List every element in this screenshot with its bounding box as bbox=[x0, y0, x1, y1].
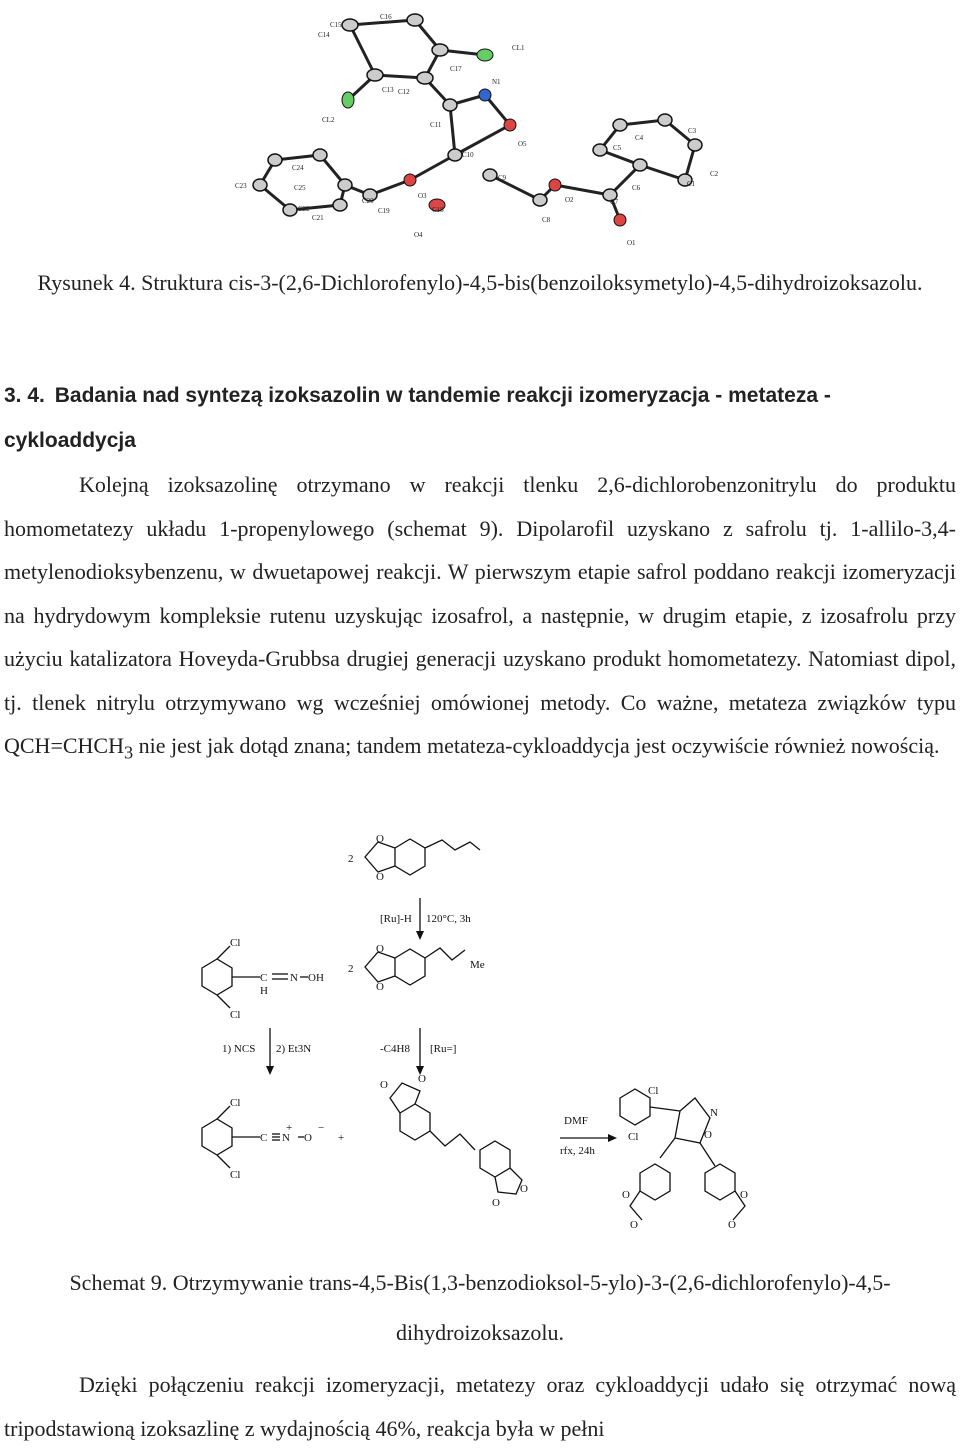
svg-text:Cl: Cl bbox=[230, 1097, 241, 1109]
svg-text:Me: Me bbox=[470, 959, 485, 971]
section-number: 3. 4. bbox=[4, 384, 45, 407]
svg-text:C22: C22 bbox=[298, 205, 310, 213]
figure-caption-text: Rysunek 4. Struktura cis-3-(2,6-Dichlorofenylo)-4,5-bis(benzoiloksymetylo)-4,5-dihydroizoksazolu. bbox=[37, 270, 923, 295]
section-title: Badania nad syntezą izoksazolin w tandemie reakcji izomeryzacja - metateza - cykloaddycja bbox=[4, 384, 831, 452]
svg-text:CL2: CL2 bbox=[322, 116, 335, 124]
svg-text:O: O bbox=[380, 1079, 388, 1091]
svg-text:CL1: CL1 bbox=[512, 44, 525, 52]
svg-text:C23: C23 bbox=[235, 182, 247, 190]
figure-caption bbox=[0, 258, 960, 308]
svg-text:O5: O5 bbox=[518, 140, 527, 148]
paragraph-main-end: nie jest jak dotąd znana; tandem metateza-cykloaddycja jest oczywiście również nowością. bbox=[133, 733, 940, 758]
svg-text:Cl: Cl bbox=[648, 1085, 659, 1097]
svg-text:+: + bbox=[338, 1132, 345, 1144]
svg-text:O: O bbox=[418, 1073, 426, 1085]
svg-text:120°C, 3h: 120°C, 3h bbox=[426, 913, 471, 925]
svg-text:N: N bbox=[710, 1107, 718, 1119]
paragraph-main bbox=[4, 463, 956, 775]
svg-text:1) NCS: 1) NCS bbox=[222, 1043, 256, 1055]
svg-text:rfx, 24h: rfx, 24h bbox=[560, 1145, 595, 1157]
scheme-caption bbox=[0, 1258, 960, 1358]
svg-text:C21: C21 bbox=[312, 214, 324, 222]
svg-text:O: O bbox=[704, 1129, 712, 1141]
svg-text:C: C bbox=[260, 972, 268, 984]
svg-text:N1: N1 bbox=[492, 78, 501, 86]
svg-text:C13: C13 bbox=[382, 86, 394, 94]
svg-text:O4: O4 bbox=[414, 231, 423, 239]
svg-text:2) Et3N: 2) Et3N bbox=[276, 1043, 312, 1055]
svg-text:+: + bbox=[286, 1122, 293, 1134]
svg-text:[Ru]-H: [Ru]-H bbox=[380, 913, 412, 925]
paragraph-conclusion bbox=[4, 1363, 956, 1450]
svg-text:N: N bbox=[282, 1132, 290, 1144]
svg-text:−: − bbox=[318, 1122, 325, 1134]
svg-text:C19: C19 bbox=[378, 207, 390, 215]
svg-text:Cl: Cl bbox=[628, 1131, 639, 1143]
svg-text:C8: C8 bbox=[542, 216, 551, 224]
svg-text:2: 2 bbox=[348, 963, 354, 975]
svg-text:O: O bbox=[376, 943, 384, 955]
svg-text:O2: O2 bbox=[565, 196, 574, 204]
svg-text:C12: C12 bbox=[398, 88, 410, 96]
svg-text:C24: C24 bbox=[292, 164, 304, 172]
svg-text:C25: C25 bbox=[294, 184, 306, 192]
paragraph-main-text: Kolejną izoksazolinę otrzymano w reakcji tlenku 2,6-dichlorobenzonitrylu do produktu homometatezy układu 1-propenylowego (schemat 9). Dipolarofil uzyskano z safrolu tj. 1-allilo-3,4-metylenodioksybenzenu, w dwuetapowej reakcji. W pierwszym etapie safrol poddano reakcji izomeryzacji na hydrydowym kompleksie rutenu uzyskując izosafrol, a następnie, w drugim etapie, z izosafrolu przy użyciu katalizatora Hoveyda-Grubbsa drugiej generacji uzyskano produkt homometatezy. Natomiast dipol, tj. tlenek nitrylu otrzymywano wg wcześniej omówionej metody. Co ważne, metateza związków typu QCH=CHCH bbox=[4, 472, 956, 758]
svg-text:O: O bbox=[376, 833, 384, 845]
svg-text:C6: C6 bbox=[632, 184, 641, 192]
svg-text:C3: C3 bbox=[688, 127, 697, 135]
svg-text:C20: C20 bbox=[362, 197, 374, 205]
svg-text:-C4H8: -C4H8 bbox=[380, 1043, 410, 1055]
svg-text:C15: C15 bbox=[330, 21, 342, 29]
svg-text:C4: C4 bbox=[635, 134, 644, 142]
svg-text:[Ru=]: [Ru=] bbox=[430, 1043, 457, 1055]
svg-text:OH: OH bbox=[308, 972, 324, 984]
svg-text:C2: C2 bbox=[710, 170, 719, 178]
crystal-structure-figure bbox=[200, 0, 760, 250]
scheme-caption-text: Schemat 9. Otrzymywanie trans-4,5-Bis(1,3-benzodioksol-5-ylo)-3-(2,6-dichlorofenylo)-4,5-dihydroizoksazolu. bbox=[69, 1270, 891, 1345]
svg-text:C1: C1 bbox=[687, 180, 696, 188]
svg-text:2: 2 bbox=[348, 853, 354, 865]
svg-text:O: O bbox=[740, 1189, 748, 1201]
svg-text:Cl: Cl bbox=[230, 1009, 241, 1021]
section-heading bbox=[4, 373, 956, 463]
svg-text:C14: C14 bbox=[318, 31, 330, 39]
svg-text:H: H bbox=[260, 985, 268, 997]
svg-text:N: N bbox=[290, 972, 298, 984]
svg-text:Cl: Cl bbox=[230, 937, 241, 949]
svg-text:C17: C17 bbox=[450, 65, 462, 73]
svg-text:O: O bbox=[622, 1189, 630, 1201]
svg-text:C5: C5 bbox=[613, 144, 622, 152]
svg-text:C9: C9 bbox=[498, 174, 507, 182]
svg-text:O: O bbox=[376, 981, 384, 993]
svg-text:O: O bbox=[304, 1132, 312, 1144]
svg-text:O: O bbox=[728, 1219, 736, 1231]
svg-text:O3: O3 bbox=[418, 192, 427, 200]
svg-text:O: O bbox=[630, 1219, 638, 1231]
svg-text:C11: C11 bbox=[430, 121, 442, 129]
svg-text:O1: O1 bbox=[627, 239, 636, 247]
svg-text:C18: C18 bbox=[432, 206, 444, 214]
svg-text:DMF: DMF bbox=[564, 1115, 588, 1127]
svg-text:O: O bbox=[492, 1197, 500, 1209]
svg-text:Cl: Cl bbox=[230, 1169, 241, 1181]
svg-text:C16: C16 bbox=[380, 13, 392, 21]
svg-text:C10: C10 bbox=[462, 151, 474, 159]
svg-text:C: C bbox=[260, 1132, 268, 1144]
paragraph-conclusion-text: Dzięki połączeniu reakcji izomeryzacji, metatezy oraz cykloaddycji udało się otrzymać nową tripodstawioną izoksazlinę z wydajnością 46%, reakcja była w pełni bbox=[4, 1372, 956, 1441]
svg-text:O: O bbox=[376, 871, 384, 883]
subscript-3: 3 bbox=[123, 742, 134, 763]
svg-text:C7: C7 bbox=[610, 198, 619, 206]
svg-text:O: O bbox=[520, 1183, 528, 1195]
reaction-scheme bbox=[180, 828, 780, 1258]
